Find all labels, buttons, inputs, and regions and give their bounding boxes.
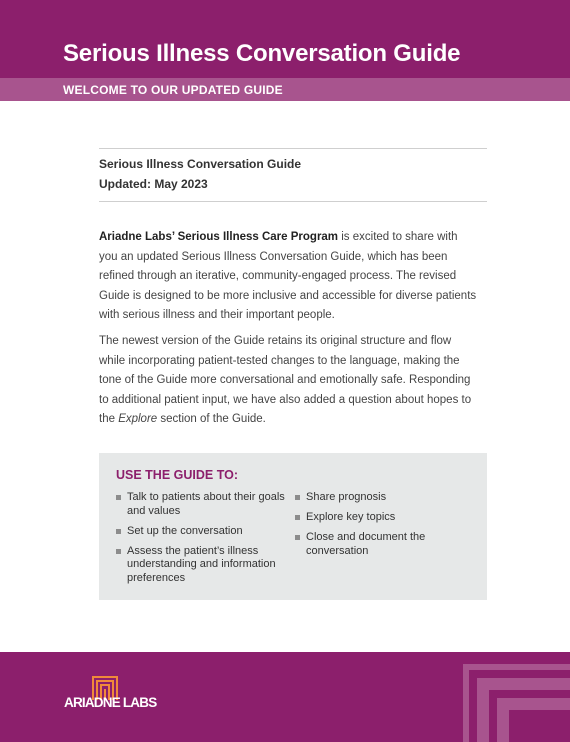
list-item: Share prognosis bbox=[295, 491, 475, 505]
top-divider bbox=[99, 148, 487, 149]
header-band bbox=[0, 78, 570, 101]
page-subtitle: WELCOME TO OUR UPDATED GUIDE bbox=[63, 83, 283, 97]
update-paragraph bbox=[99, 332, 479, 430]
guide-uses-right-list bbox=[295, 491, 475, 565]
document-name: Serious Illness Conversation Guide bbox=[99, 157, 302, 171]
page-footer bbox=[0, 652, 570, 742]
update-text-start: The newest version of the Guide retains its original structure and flow while incorporating patient-tested changes to the language, making the tone of the Guide more conversational and emotionally safe. Responding to additional patient input, we have also added a question about hopes to the bbox=[99, 335, 472, 425]
explore-term: Explore bbox=[118, 413, 158, 425]
list-item: Close and document the conversation bbox=[295, 531, 475, 558]
decorative-corner-pattern bbox=[463, 664, 570, 742]
guide-uses-left-list bbox=[116, 491, 286, 592]
guide-uses-box bbox=[99, 453, 487, 600]
updated-date: Updated: May 2023 bbox=[99, 177, 208, 191]
list-item: Set up the conversation bbox=[116, 525, 286, 539]
ariadne-labs-logo bbox=[64, 674, 157, 714]
list-item: Explore key topics bbox=[295, 511, 475, 525]
page-header bbox=[0, 0, 570, 101]
logo-text: ARIADNE LABS bbox=[64, 695, 157, 710]
list-item: Talk to patients about their goals and values bbox=[116, 491, 286, 518]
bottom-divider bbox=[99, 201, 487, 202]
guide-uses-title: USE THE GUIDE TO: bbox=[116, 468, 239, 482]
program-name: Ariadne Labs’ Serious Illness Care Program bbox=[99, 231, 339, 243]
list-item: Assess the patient’s illness understanding and information preferences bbox=[116, 545, 286, 586]
intro-paragraph bbox=[99, 228, 479, 326]
update-text-end: section of the Guide. bbox=[157, 413, 266, 425]
page-title: Serious Illness Conversation Guide bbox=[63, 40, 461, 67]
intro-text: is excited to share with you an updated Serious Illness Conversation Guide, which has been refined through an iterative, community-engaged process. The revised Guide is designed to be more inclusive and accessible for diverse patients with serious illness and their important people. bbox=[99, 231, 477, 321]
